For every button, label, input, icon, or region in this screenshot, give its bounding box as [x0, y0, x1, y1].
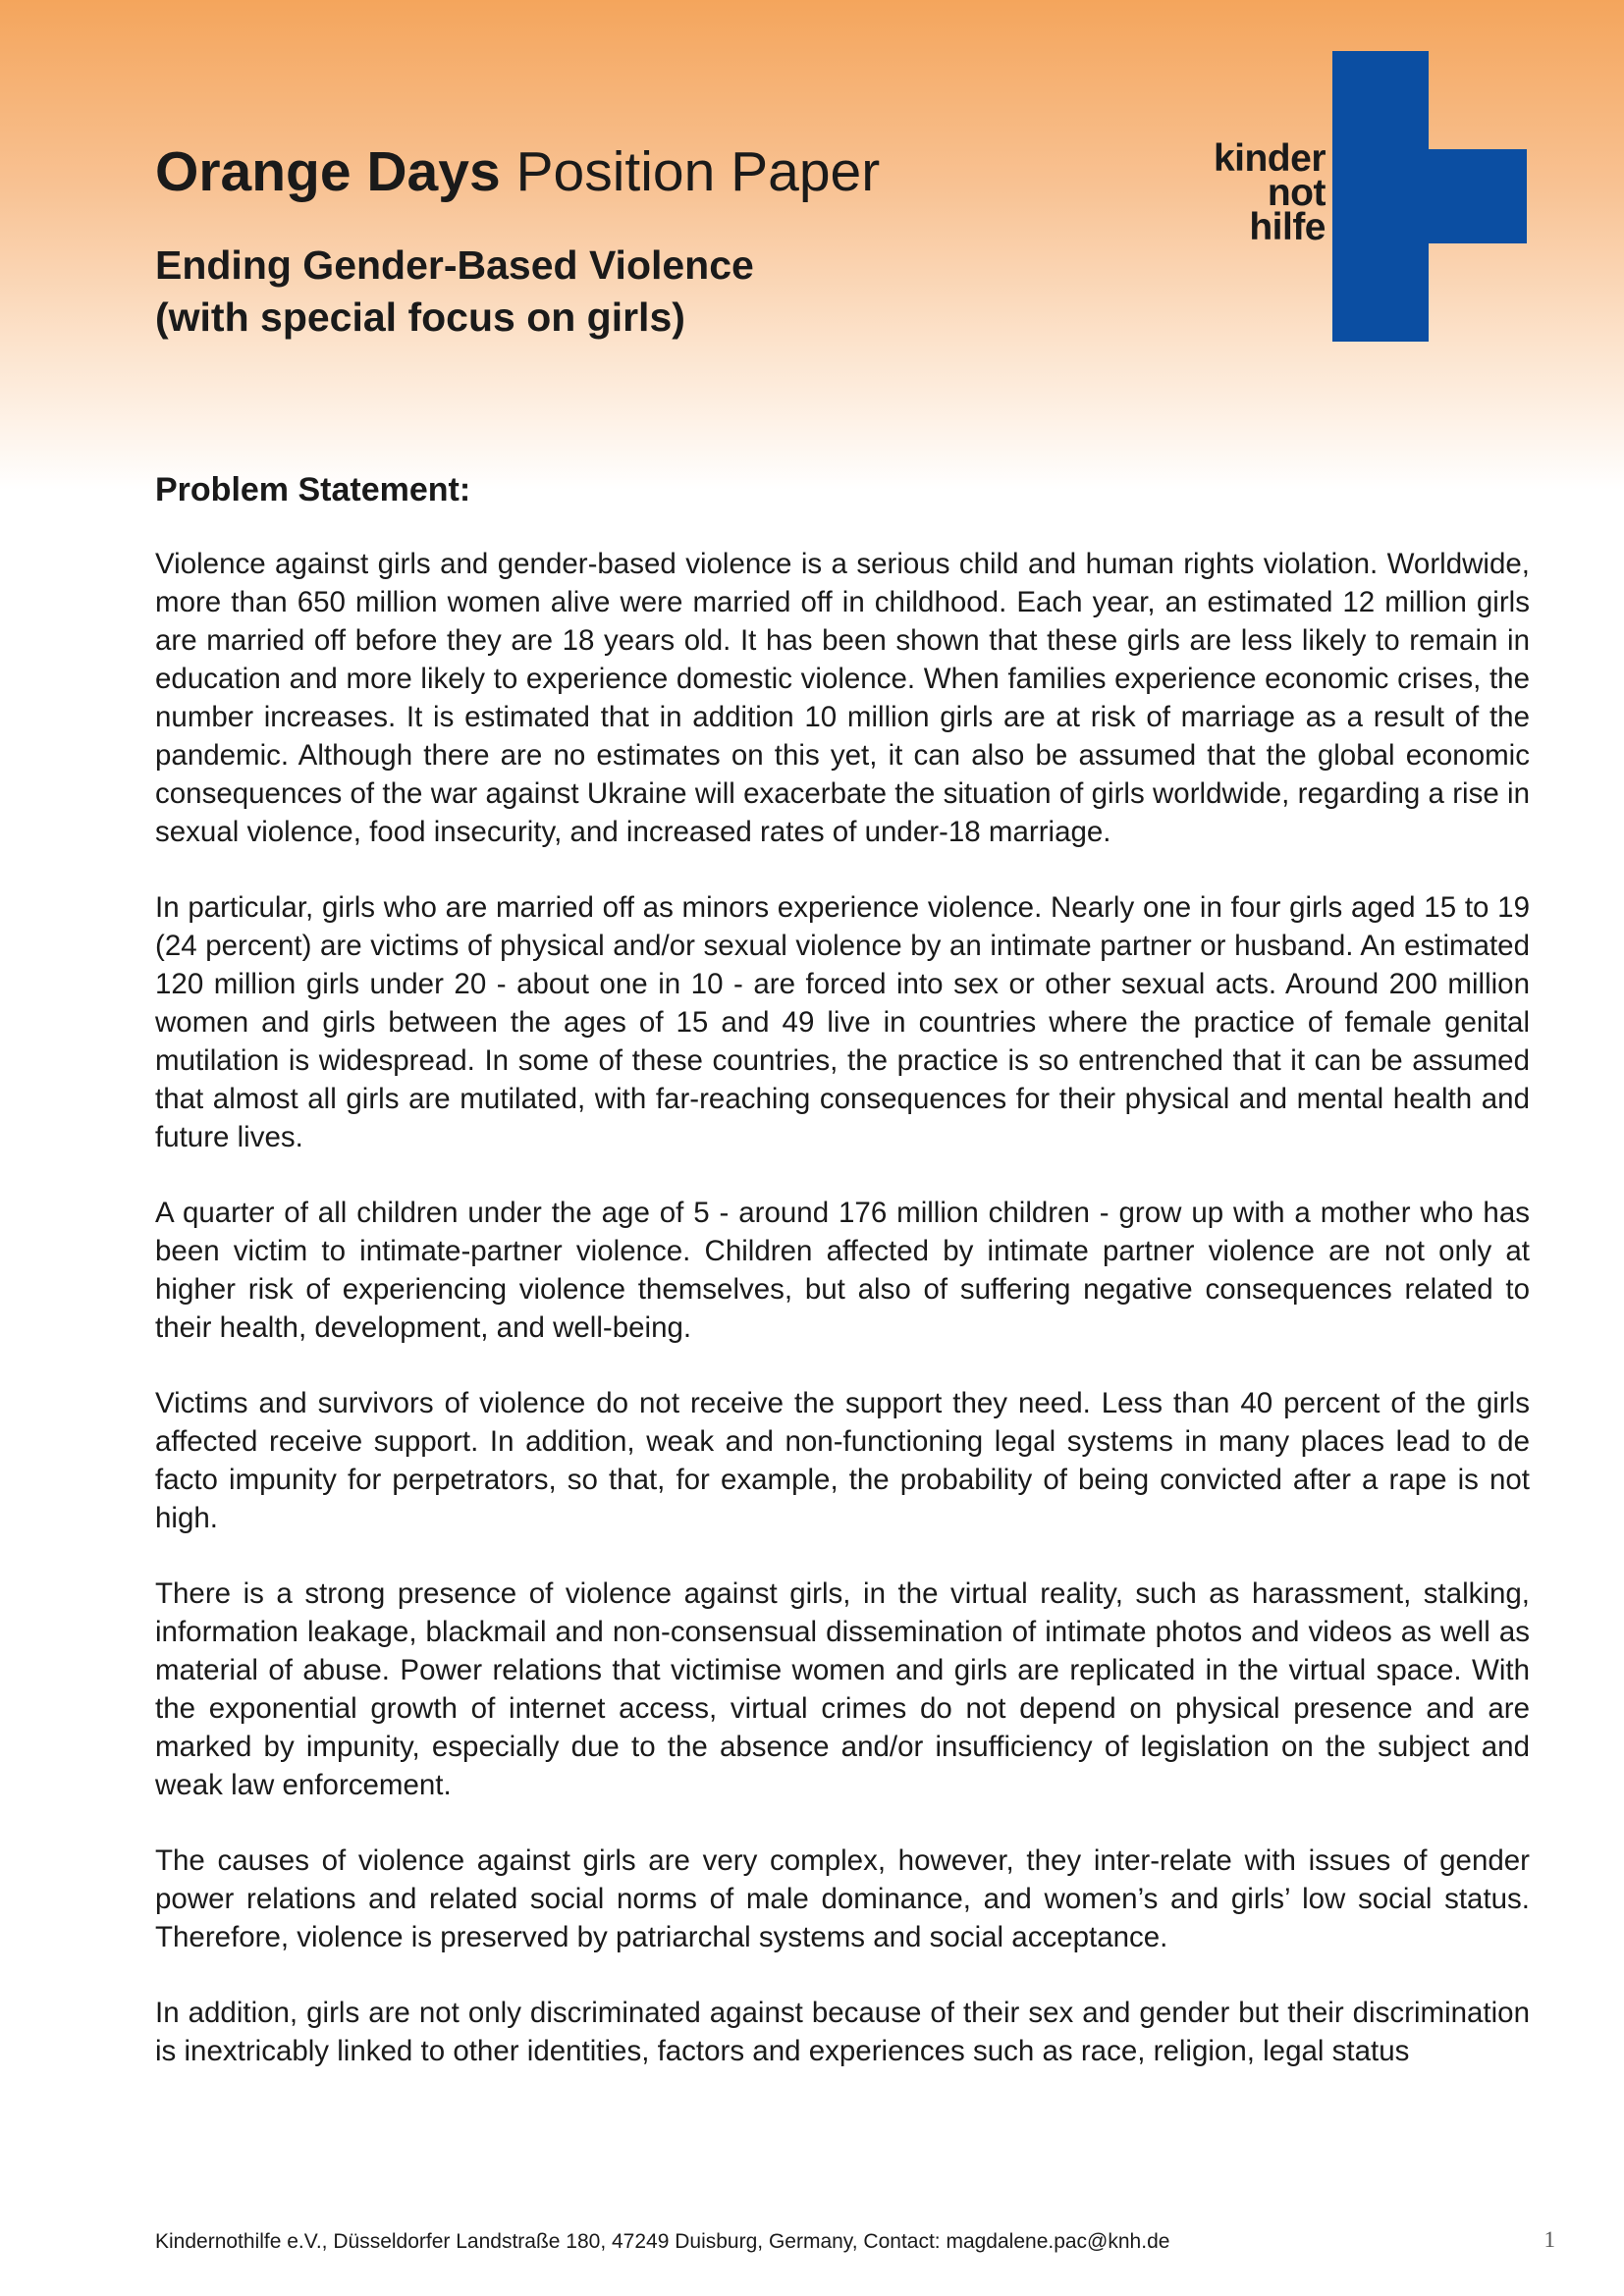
paragraph-1: Violence against girls and gender-based violence is a serious child and human rights violation. Worldwide, more than 650 million women alive were married off in childhood. Each year, an estimated 12 million girls are married off before they are 18 years old. It has been shown that these girls are less likely to remain in education and more likely to experience domestic violence. When families experience economic crises, the number increases. It is estimated that in addition 10 million girls are at risk of marriage as a result of the pandemic. Although there are no estimates on this yet, it can also be assumed that the global economic consequences of the war against Ukraine will exacerbate the situation of girls worldwide, regarding a rise in sexual violence, food insecurity, and increased rates of under-18 marriage. [155, 548, 1530, 848]
section-heading: Problem Statement: [155, 471, 471, 508]
subtitle-line-2: (with special focus on girls) [155, 294, 685, 340]
logo-cross-horizontal-bar [1332, 149, 1527, 243]
logo-word-kinder: kinder [1213, 137, 1326, 180]
kindernothilfe-logo [1178, 51, 1532, 342]
logo-word-hilfe: hilfe [1249, 206, 1326, 248]
page-number: 1 [1543, 2227, 1555, 2252]
paragraph-5: There is a strong presence of violence against girls, in the virtual reality, such as harassment, stalking, information leakage, blackmail and non-consensual dissemination of intimate photos and videos as well as material of abuse. Power relations that victimise women and girls are replicated in the virtual space. With the exponential growth of internet access, virtual crimes do not depend on physical presence and are marked by impunity, especially due to the absence and/or insufficiency of legislation on the subject and weak law enforcement. [155, 1577, 1530, 1801]
paragraph-4: Victims and survivors of violence do not receive the support they need. Less than 40 percent of the girls affected receive support. In addition, weak and non-functioning legal systems in many places lead to de facto impunity for perpetrators, so that, for example, the probability of being convicted after a rape is not high. [155, 1387, 1530, 1534]
page-title [155, 137, 880, 206]
paragraph-7: In addition, girls are not only discriminated against because of their sex and gender but their discrimination is inextricably linked to other identities, factors and experiences such as race, religion, legal status [155, 1997, 1530, 2067]
paragraph-2: In particular, girls who are married off as minors experience violence. Nearly one in four girls aged 15 to 19 (24 percent) are victims of physical and/or sexual violence by an intimate partner or husband. An estimated 120 million girls under 20 - about one in 10 - are forced into sex or other sexual acts. Around 200 million women and girls between the ages of 15 and 49 live in countries where the practice of female genital mutilation is widespread. In some of these countries, the practice is so entrenched that it can be assumed that almost all girls are mutilated, with far-reaching consequences for their physical and mental health and future lives. [155, 891, 1530, 1153]
logo-word-not: not [1267, 172, 1326, 214]
page-subtitle [155, 240, 754, 344]
paragraph-6: The causes of violence against girls are very complex, however, they inter-relate with issues of gender power relations and related social norms of male dominance, and women’s and girls’ low social status. Therefore, violence is preserved by patriarchal systems and social acceptance. [155, 1844, 1530, 1953]
title-regular-part: Position Paper [515, 140, 881, 203]
title-bold-part: Orange Days [155, 140, 501, 203]
body-text [155, 545, 1530, 2108]
subtitle-line-1: Ending Gender-Based Violence [155, 242, 754, 288]
footer-contact: Kindernothilfe e.V., Düsseldorfer Landstraße 180, 47249 Duisburg, Germany, Contact: magdalene.pac@knh.de [155, 2230, 1170, 2253]
logo-wordmark [1213, 137, 1326, 248]
paragraph-3: A quarter of all children under the age of 5 - around 176 million children - grow up with a mother who has been victim to intimate-partner violence. Children affected by intimate partner violence are not only at higher risk of experiencing violence themselves, but also of suffering negative consequences related to their health, development, and well-being. [155, 1197, 1530, 1344]
